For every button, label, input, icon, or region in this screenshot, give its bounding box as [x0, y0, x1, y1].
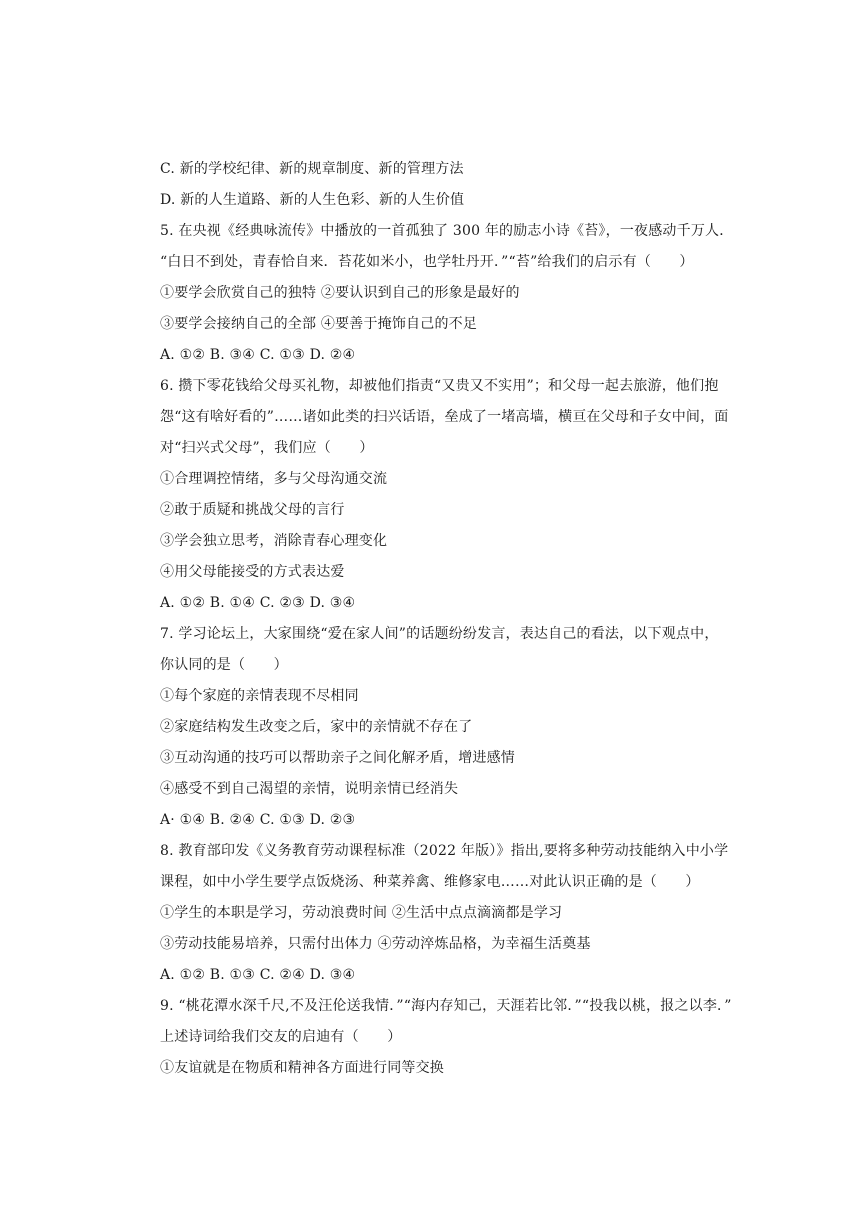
- question-7-line-1: 7. 学习论坛上，大家围绕“爱在家人间”的话题纷纷发言，表达自己的看法，以下观点中，: [160, 626, 719, 642]
- q8-answer-choices: A. ①② B. ①③ C. ②④ D. ③④: [160, 967, 356, 983]
- q6-statement-1: ①合理调控情绪，多与父母沟通交流: [160, 471, 388, 487]
- question-5-line-1: 5. 在央视《经典咏流传》中播放的一首孤独了 300 年的励志小诗《苔》，一夜感动千万人．: [160, 223, 734, 239]
- q6-statement-2: ②敢于质疑和挑战父母的言行: [160, 502, 345, 518]
- question-5-line-2: “白日不到处，青春恰自来．苔花如米小，也学牡丹开．”“苔”给我们的启示有（ ）: [160, 254, 694, 270]
- q9-statement-1: ①友谊就是在物质和精神各方面进行同等交换: [160, 1060, 444, 1076]
- question-6-line-3: 对“扫兴式父母”，我们应（ ）: [160, 440, 374, 456]
- option-d-q4: D. 新的人生道路、新的人生色彩、新的人生价值: [160, 192, 465, 208]
- question-6-line-2: 怨“这有啥好看的”……诸如此类的扫兴话语，垒成了一堵高墙，横亘在父母和子女中间，面: [160, 409, 729, 425]
- question-8-line-2: 课程，如中小学生要学点饭烧汤、种菜养禽、维修家电……对此认识正确的是（ ）: [160, 874, 700, 890]
- q7-statement-2: ②家庭结构发生改变之后，家中的亲情就不存在了: [160, 719, 473, 735]
- q7-statement-4: ④感受不到自己渴望的亲情，说明亲情已经消失: [160, 781, 459, 797]
- q5-statements-3-4: ③要学会接纳自己的全部 ④要善于掩饰自己的不足: [160, 316, 478, 332]
- q6-statement-4: ④用父母能接受的方式表达爱: [160, 564, 345, 580]
- q7-statement-1: ①每个家庭的亲情表现不尽相同: [160, 688, 359, 704]
- q6-statement-3: ③学会独立思考，消除青春心理变化: [160, 533, 388, 549]
- q6-answer-choices: A. ①② B. ①④ C. ②③ D. ③④: [160, 595, 356, 611]
- question-6-line-1: 6. 攒下零花钱给父母买礼物，却被他们指责“又贵又不实用”；和父母一起去旅游，他们抱: [160, 378, 719, 394]
- q7-answer-choices: A· ①④ B. ②④ C. ①③ D. ②③: [160, 812, 356, 828]
- q5-answer-choices: A. ①② B. ③④ C. ①③ D. ②④: [160, 347, 356, 363]
- question-9-line-2: 上述诗词给我们交友的启迪有（ ）: [160, 1029, 402, 1045]
- q8-statements-1-2: ①学生的本职是学习，劳动浪费时间 ②生活中点点滴滴都是学习: [160, 905, 563, 921]
- option-c-q4: C. 新的学校纪律、新的规章制度、新的管理方法: [160, 161, 464, 177]
- question-8-line-1: 8. 教育部印发《义务教育劳动课程标准（2022 年版）》指出,要将多种劳动技能纳入中小学: [160, 843, 729, 859]
- q7-statement-3: ③互动沟通的技巧可以帮助亲子之间化解矛盾，增进感情: [160, 750, 515, 766]
- question-7-line-2: 你认同的是（ ）: [160, 657, 288, 673]
- q8-statements-3-4: ③劳动技能易培养，只需付出体力 ④劳动淬炼品格，为幸福生活奠基: [160, 936, 591, 952]
- q5-statements-1-2: ①要学会欣赏自己的独特 ②要认识到自己的形象是最好的: [160, 285, 520, 301]
- question-9-line-1: 9. “桃花潭水深千尺,不及汪伦送我情．”“海内存知己，天涯若比邻．”“投我以桃，报之以李．”: [160, 998, 732, 1014]
